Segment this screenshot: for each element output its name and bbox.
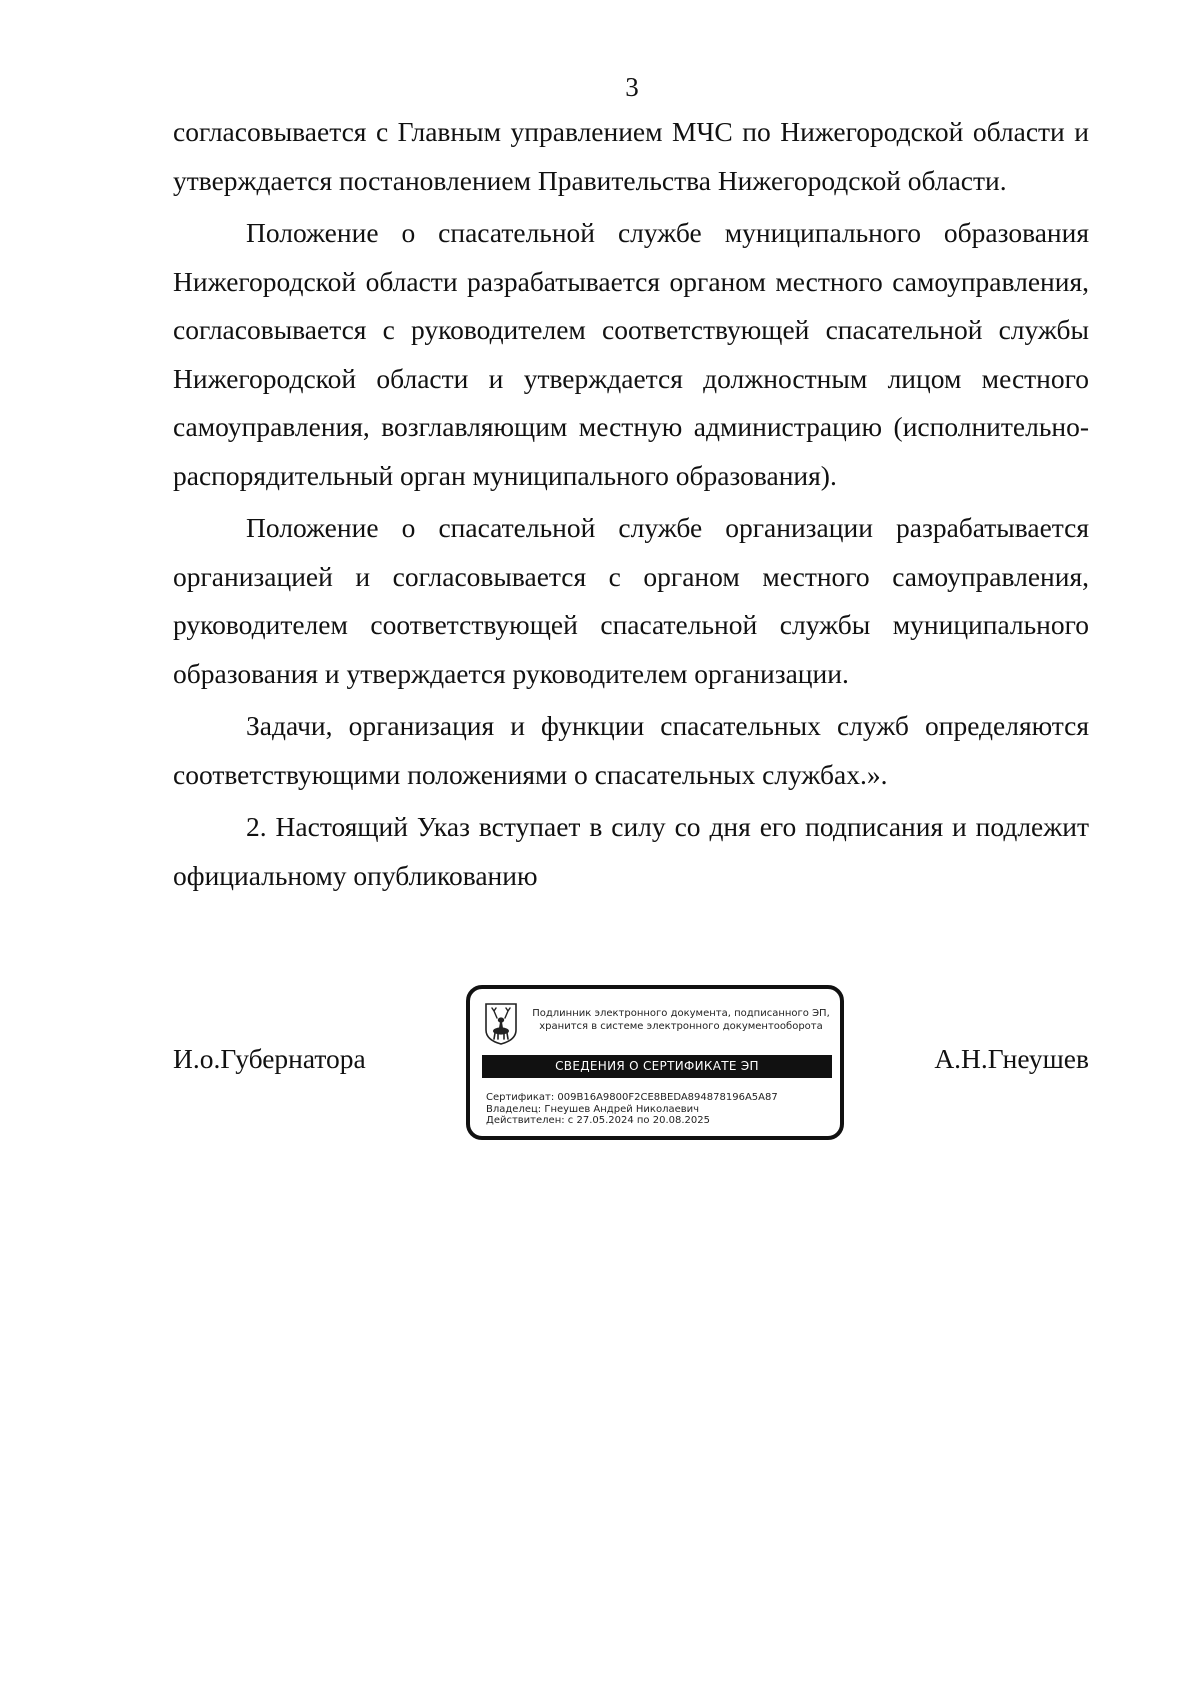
stamp-certificate: Сертификат: 009B16A9800F2CE8BEDA894878196A5A87 [486,1092,778,1103]
electronic-signature-stamp [466,985,844,1140]
paragraph-5: 2. Настоящий Указ вступает в силу со дня его подписания и подлежит официальному опубликованию [173,811,1089,891]
stamp-header-line-2: хранится в системе электронного документооборота [539,1021,823,1032]
stamp-header [522,1007,840,1033]
signatory-position: И.о.Губернатора [173,1043,366,1074]
stamp-title-bar: СВЕДЕНИЯ О СЕРТИФИКАТЕ ЭП [482,1055,832,1078]
document-body [173,108,1089,900]
stamp-details [486,1092,778,1127]
paragraph-2: Положение о спасательной службе муниципального образования Нижегородской области разрабатывается органом местного самоуправления, согласовывается с руководителем соответствующей спасательной службы Нижегородской области и утверждается должностным лицом местного самоуправления, возглавляющим местную администрацию (исполнительно-распорядительный орган муниципального образования). [173,217,1089,491]
deer-emblem-icon [484,1002,518,1046]
signature-block [173,985,1089,1145]
paragraph-3: Положение о спасательной службе организации разрабатывается организацией и согласовывается с органом местного самоуправления, руководителем соответствующей спасательной службы муниципального образования и утверждается руководителем организации. [173,512,1089,689]
page-number: 3 [625,72,639,102]
paragraph-1: согласовывается с Главным управлением МЧС по Нижегородской области и утверждается постановлением Правительства Нижегородской области. [173,116,1089,196]
stamp-header-line-1: Подлинник электронного документа, подписанного ЭП, [532,1008,830,1019]
stamp-owner: Владелец: Гнеушев Андрей Николаевич [486,1103,700,1115]
stamp-validity: Действителен: с 27.05.2024 по 20.08.2025 [486,1115,710,1126]
paragraph-4: Задачи, организация и функции спасательных служб определяются соответствующими положениями о спасательных службах.». [173,710,1089,790]
signatory-name: А.Н.Гнеушев [934,1043,1089,1074]
